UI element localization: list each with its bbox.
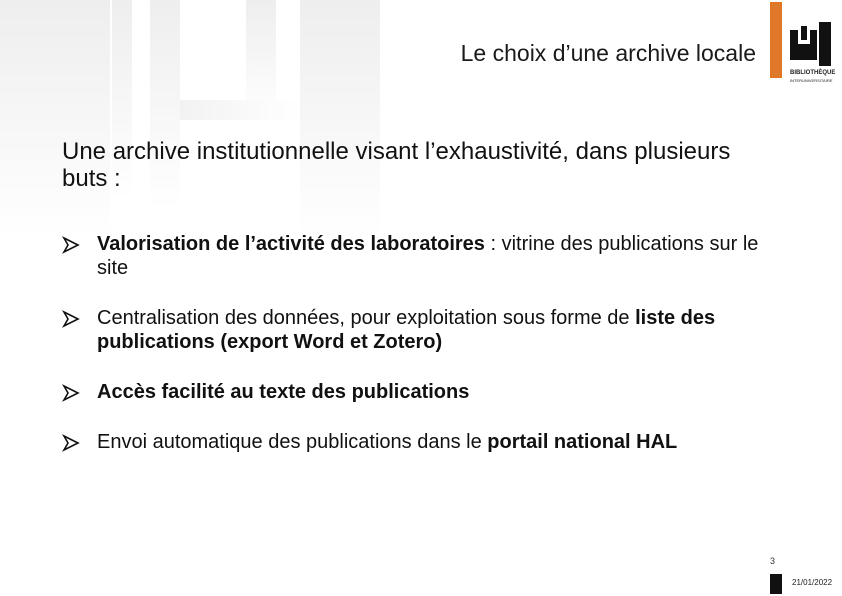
bullet-bold-tail: portail national HAL [487,431,678,453]
footer-marker [770,574,782,594]
arrowhead-bullet-icon [62,236,80,254]
footer-date: 21/01/2022 [792,578,833,587]
bullet-list [62,232,782,480]
bullet-text: : vitrine des publications sur le site [97,233,759,279]
logo-text-line1: BIBLIOTHÈQUE [790,70,836,76]
slide-title: Le choix d’une archive locale [460,40,756,66]
bullet-item [62,306,782,354]
intro-text: Une archive institutionnelle visant l’exhaustivité, dans plusieurs buts : [62,138,731,192]
bullet-bold-text: Accès facilité au texte des publications [97,381,470,403]
arrowhead-bullet-icon [62,310,80,328]
bullet-text: Envoi automatique des publications dans le [97,431,488,453]
logo-text-line2: INTERUNIVERSITAIRE [790,78,833,83]
arrowhead-bullet-icon [62,434,80,452]
bullet-item [62,232,782,280]
page-number: 3 [770,556,776,566]
bullet-bold-lead: Valorisation de l’activité des laboratoires [97,233,485,255]
logo-text [790,70,838,84]
bullet-item [62,430,782,454]
background-watermark [0,0,420,240]
bullet-item [62,380,782,404]
accent-bar [770,2,782,78]
bullet-text: Centralisation des données, pour exploitation sous forme de [97,307,636,329]
bullet-bold-tail: liste des publications (export Word et Zotero) [97,307,716,353]
arrowhead-bullet-icon [62,384,80,402]
